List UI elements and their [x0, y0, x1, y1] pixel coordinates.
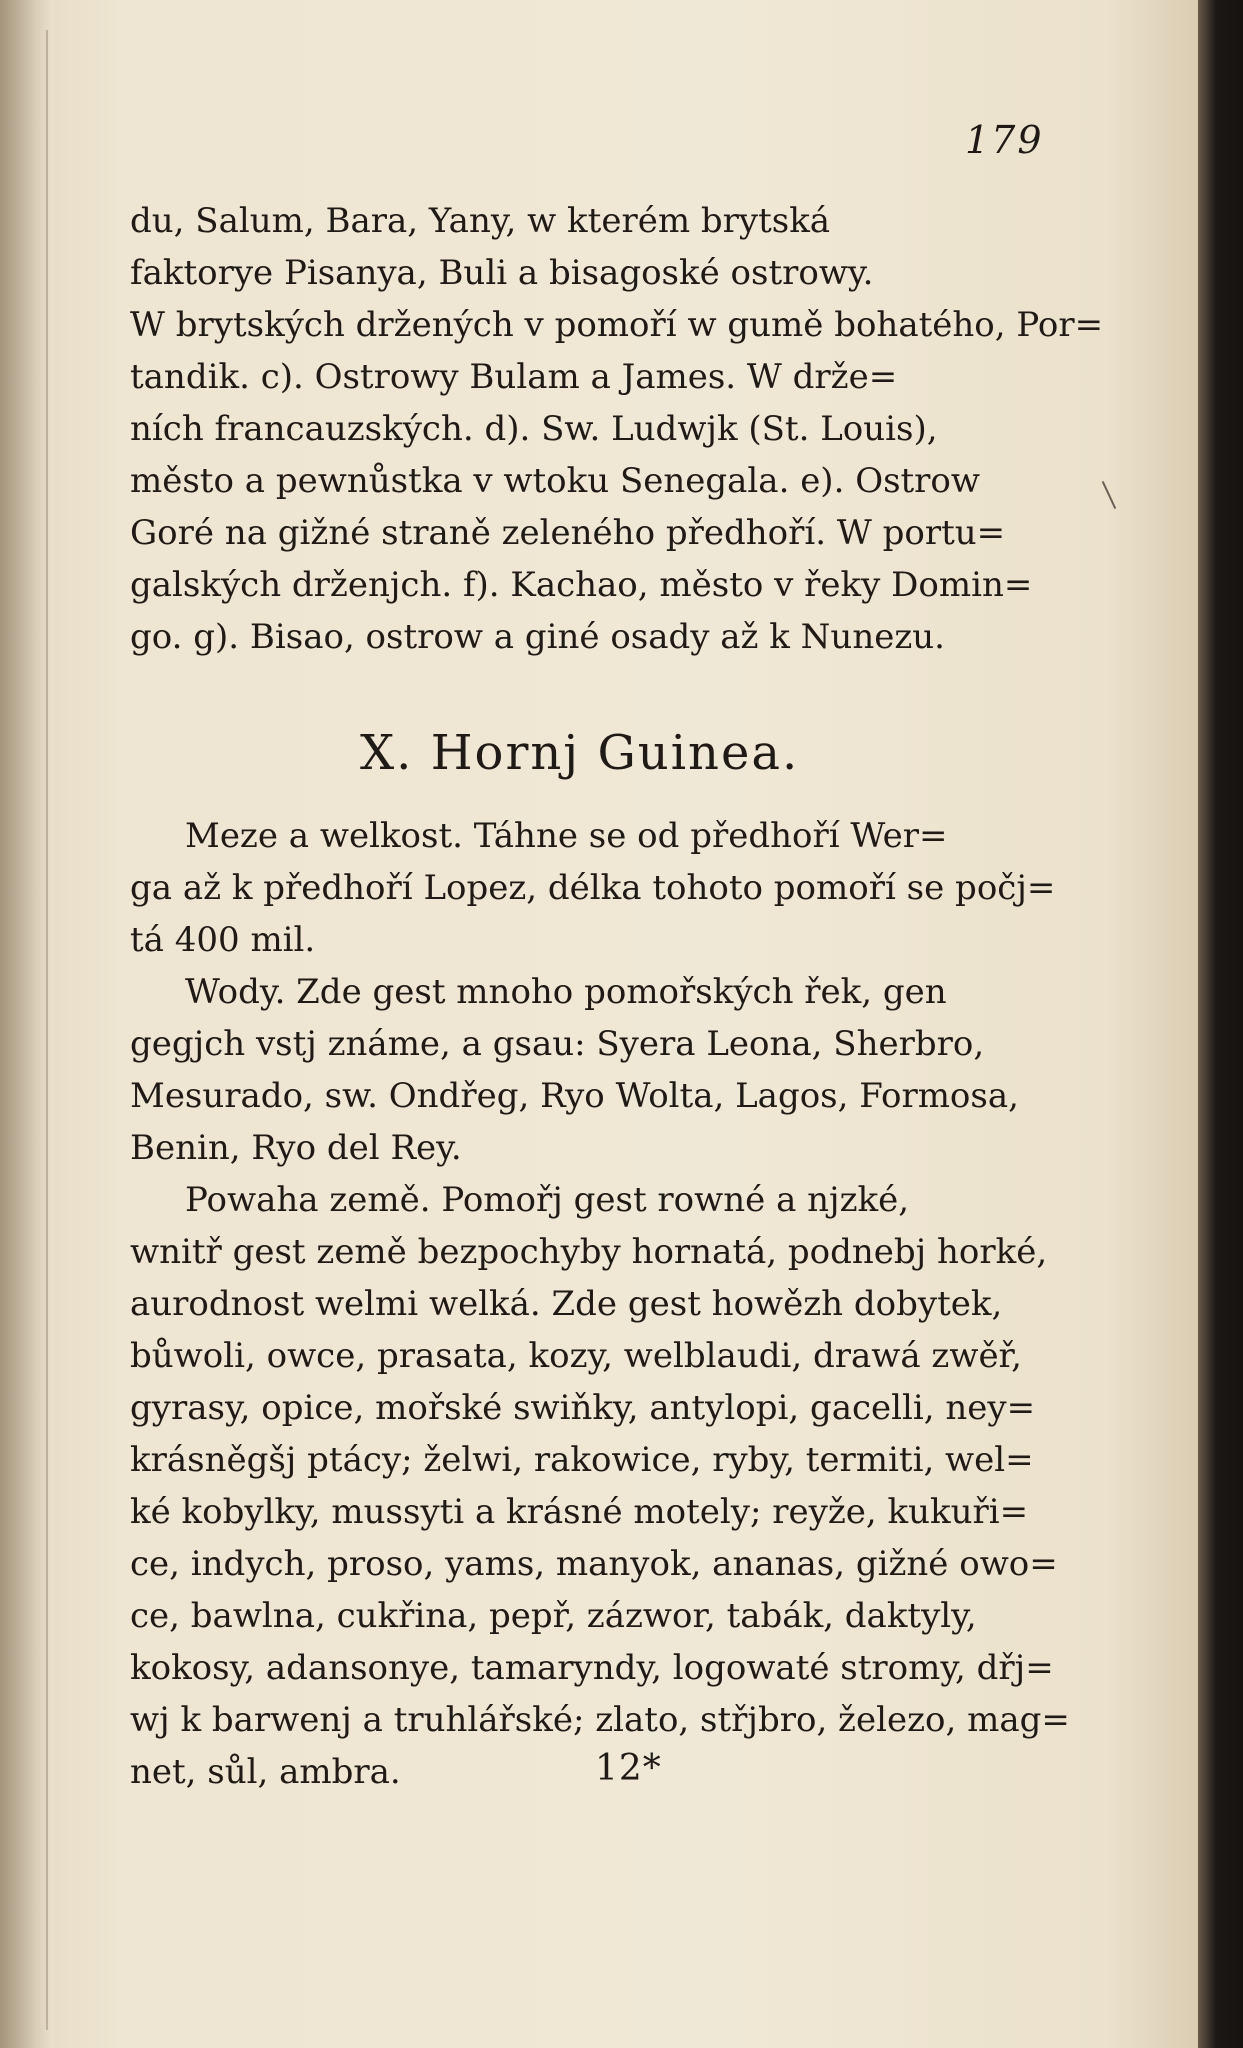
text-line: krásněgšj ptácy; želwi, rakowice, ryby, termiti, wel=	[130, 1440, 1034, 1480]
text-line: wj k barwenj a truhlářské; zlato, střjbro, železo, mag=	[130, 1700, 1070, 1740]
page-number: 179	[965, 118, 1044, 162]
section-heading: X. Hornj Guinea.	[360, 725, 800, 781]
text-line: ce, bawlna, cukřina, pepř, zázwor, tabák, daktyly,	[130, 1596, 977, 1636]
text-line: galských drženjch. f). Kachao, město v řeky Domin=	[130, 565, 1033, 605]
text-line: město a pewnůstka v wtoku Senegala. e). Ostrow	[130, 461, 980, 501]
text-line: ké kobylky, mussyti a krásné motely; reyže, kukuři=	[130, 1492, 1029, 1532]
text-line: Benin, Ryo del Rey.	[130, 1128, 462, 1168]
text-line: kokosy, adansonye, tamaryndy, logowaté stromy, dřj=	[130, 1648, 1054, 1688]
section-body	[130, 810, 1070, 1798]
text-line: faktorye Pisanya, Buli a bisagoské ostrowy.	[130, 253, 874, 293]
text-line: Mesurado, sw. Ondřeg, Ryo Wolta, Lagos, Formosa,	[130, 1076, 1019, 1116]
text-line: ce, indych, proso, yams, manyok, ananas, gižné owo=	[130, 1544, 1058, 1584]
text-line: Meze a welkost. Táhne se od předhoří Wer=	[185, 816, 948, 856]
text-line: Wody. Zde gest mnoho pomořských řek, gen	[185, 972, 947, 1012]
text-line: gyrasy, opice, mořské swiňky, antylopi, gacelli, ney=	[130, 1388, 1036, 1428]
text-line: ga až k předhoří Lopez, délka tohoto pomoří se počj=	[130, 868, 1056, 908]
signature-mark: 12*	[595, 1748, 662, 1789]
gutter-line	[46, 30, 48, 2030]
text-line: bůwoli, owce, prasata, kozy, welblaudi, drawá zwěř,	[130, 1336, 1022, 1376]
top-paragraph	[130, 195, 1104, 663]
scan-edge	[1198, 0, 1243, 2048]
text-line: Powaha země. Pomořj gest rowné a njzké,	[185, 1180, 910, 1220]
paragraph-waters	[130, 966, 1065, 1174]
text-line: du, Salum, Bara, Yany, w kterém brytská	[130, 201, 831, 241]
text-line: tá 400 mil.	[130, 920, 316, 960]
text-line: go. g). Bisao, ostrow a giné osady až k Nunezu.	[130, 617, 945, 657]
text-line: net, sůl, ambra.	[130, 1752, 401, 1792]
binding-shadow	[0, 0, 50, 2048]
text-line: wnitř gest země bezpochyby hornatá, podnebj horké,	[130, 1232, 1048, 1272]
text-line: gegjch vstj známe, a gsau: Syera Leona, Sherbro,	[130, 1024, 985, 1064]
paragraph-nature	[130, 1174, 1070, 1798]
text-line: ních francauzských. d). Sw. Ludwjk (St. Louis),	[130, 409, 938, 449]
text-line: W brytských držených v pomoří w gumě bohatého, Por=	[130, 305, 1104, 345]
text-line: tandik. c). Ostrowy Bulam a James. W drže=	[130, 357, 898, 397]
text-line: aurodnost welmi welká. Zde gest howězh dobytek,	[130, 1284, 1003, 1324]
text-line: Goré na gižné straně zeleného předhoří. W portu=	[130, 513, 1006, 553]
paragraph-extent	[130, 810, 1065, 966]
stray-mark	[1102, 481, 1116, 509]
